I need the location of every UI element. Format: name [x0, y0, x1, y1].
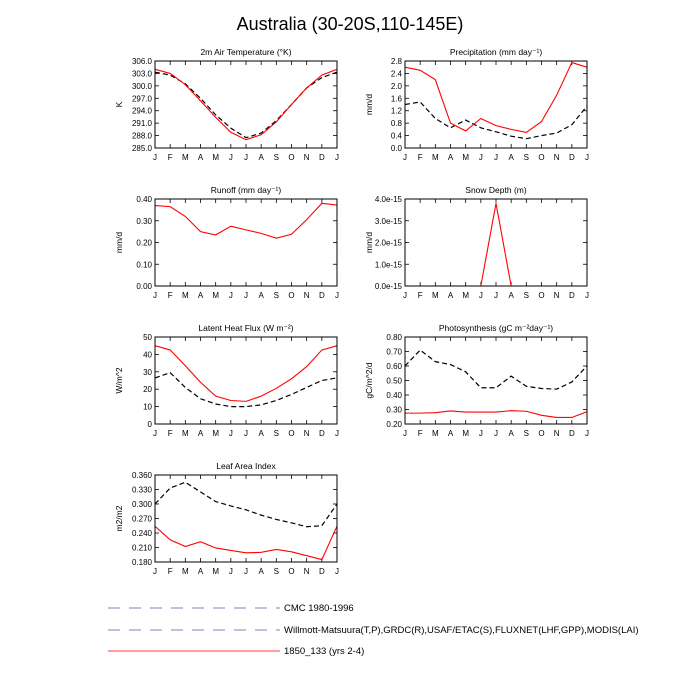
- panel-4: [364, 185, 589, 300]
- y-tick-label: 0.300: [131, 500, 152, 509]
- x-tick-label: F: [167, 153, 173, 162]
- plot-frame: [405, 61, 587, 148]
- y-tick-label: 306.0: [131, 57, 152, 66]
- x-tick-label: M: [462, 153, 470, 162]
- y-tick-label: 285.0: [131, 144, 152, 153]
- panel-title: Snow Depth (m): [465, 185, 527, 195]
- x-tick-label: M: [431, 153, 439, 162]
- x-tick-label: D: [568, 291, 575, 300]
- x-tick-label: A: [508, 153, 514, 162]
- x-tick-label: J: [403, 291, 407, 300]
- y-tick-label: 0.240: [131, 529, 152, 538]
- y-axis-label: K: [114, 101, 124, 108]
- x-tick-label: A: [258, 429, 264, 438]
- x-tick-label: N: [553, 153, 560, 162]
- x-tick-label: J: [244, 429, 248, 438]
- observed-series-line: [405, 350, 587, 389]
- x-tick-label: M: [212, 291, 220, 300]
- x-tick-label: J: [244, 567, 248, 576]
- y-tick-label: 0.330: [131, 485, 152, 495]
- y-tick-label: 2.4: [390, 69, 402, 79]
- x-tick-label: J: [585, 429, 589, 438]
- x-tick-label: N: [303, 153, 310, 162]
- x-tick-label: S: [523, 429, 530, 438]
- y-tick-label: 50: [143, 333, 152, 342]
- x-tick-label: M: [212, 567, 220, 576]
- plot-frame: [155, 475, 337, 562]
- y-tick-label: 0.4: [390, 131, 402, 141]
- y-tick-label: 2.8: [390, 57, 402, 66]
- x-tick-label: O: [538, 153, 545, 162]
- x-tick-label: J: [244, 291, 248, 300]
- y-tick-label: 0.20: [136, 238, 152, 248]
- y-tick-label: 294.0: [131, 106, 152, 116]
- x-tick-label: S: [523, 153, 530, 162]
- y-tick-label: 0.30: [136, 216, 152, 226]
- y-tick-label: 40: [143, 350, 152, 360]
- x-tick-label: M: [181, 567, 189, 576]
- model-series-line: [405, 203, 587, 286]
- x-tick-label: M: [462, 291, 470, 300]
- x-tick-label: A: [197, 291, 204, 300]
- y-tick-label: 297.0: [131, 94, 152, 104]
- y-tick-label: 1.0e-15: [374, 260, 402, 270]
- x-tick-label: D: [318, 429, 325, 438]
- y-tick-label: 0.20: [386, 420, 402, 429]
- y-tick-label: 1.6: [390, 94, 402, 104]
- x-tick-label: D: [318, 567, 325, 576]
- y-tick-label: 0.8: [390, 119, 402, 129]
- x-tick-label: M: [212, 153, 220, 162]
- x-tick-label: F: [167, 567, 173, 576]
- x-tick-label: D: [318, 291, 325, 300]
- y-tick-label: 3.0e-15: [374, 216, 402, 226]
- model-series-line: [405, 411, 587, 418]
- y-tick-label: 303.0: [131, 69, 152, 79]
- x-tick-label: O: [288, 153, 295, 162]
- panel-6: [364, 323, 589, 438]
- observed-series-line: [405, 102, 587, 139]
- x-tick-label: M: [181, 153, 189, 162]
- x-tick-label: A: [197, 429, 204, 438]
- x-tick-label: A: [197, 153, 204, 162]
- x-tick-label: S: [273, 429, 280, 438]
- y-tick-label: 0.210: [131, 543, 152, 553]
- x-tick-label: A: [197, 567, 204, 576]
- y-tick-label: 20: [143, 385, 152, 395]
- y-tick-label: 1.2: [390, 106, 402, 116]
- y-tick-label: 30: [143, 367, 152, 377]
- x-tick-label: D: [568, 153, 575, 162]
- panel-title: Latent Heat Flux (W m⁻²): [198, 323, 294, 333]
- model-series-line: [155, 69, 337, 139]
- y-tick-label: 0.180: [131, 558, 152, 567]
- panel-2: [364, 47, 589, 162]
- y-tick-label: 0: [147, 420, 152, 429]
- x-tick-label: A: [258, 567, 264, 576]
- x-tick-label: F: [417, 153, 423, 162]
- panel-title: Leaf Area Index: [216, 461, 276, 471]
- x-tick-label: J: [403, 153, 407, 162]
- x-tick-label: A: [258, 153, 264, 162]
- legend-label: 1850_133 (yrs 2-4): [284, 646, 365, 657]
- x-tick-label: J: [494, 429, 498, 438]
- y-tick-label: 291.0: [131, 119, 152, 129]
- x-tick-label: J: [494, 153, 498, 162]
- figure-title: Australia (30-20S,110-145E): [236, 14, 464, 34]
- x-tick-label: J: [494, 291, 498, 300]
- x-tick-label: J: [228, 153, 233, 162]
- x-tick-label: O: [538, 291, 545, 300]
- y-tick-label: 0.360: [131, 471, 152, 480]
- x-tick-label: J: [585, 291, 589, 300]
- x-tick-label: O: [288, 567, 295, 576]
- x-tick-label: S: [273, 153, 280, 162]
- y-axis-label: mm/d: [364, 231, 374, 254]
- panel-7: [114, 461, 339, 576]
- legend-label: CMC 1980-1996: [284, 603, 354, 614]
- panel-title: Precipitation (mm day⁻¹): [449, 47, 543, 57]
- y-tick-label: 0.40: [386, 391, 402, 400]
- panel-1: [114, 47, 339, 162]
- y-tick-label: 2.0e-15: [374, 238, 402, 248]
- x-tick-label: S: [523, 291, 530, 300]
- x-tick-label: M: [462, 429, 470, 438]
- x-tick-label: J: [335, 567, 339, 576]
- y-axis-label: W/m^2: [114, 367, 124, 394]
- x-tick-label: N: [303, 567, 310, 576]
- plot-frame: [405, 199, 587, 286]
- x-tick-label: S: [273, 291, 280, 300]
- x-tick-label: M: [181, 429, 189, 438]
- y-tick-label: 0.0: [390, 144, 402, 153]
- panel-title: Runoff (mm day⁻¹): [210, 185, 282, 195]
- x-tick-label: M: [431, 429, 439, 438]
- x-tick-label: J: [228, 291, 233, 300]
- x-tick-label: J: [335, 153, 339, 162]
- x-tick-label: O: [538, 429, 545, 438]
- x-tick-label: J: [335, 291, 339, 300]
- y-tick-label: 0.10: [136, 260, 152, 270]
- x-tick-label: M: [181, 291, 189, 300]
- y-tick-label: 10: [143, 402, 152, 412]
- y-axis-label: gC/m^2/d: [364, 362, 374, 399]
- x-tick-label: J: [478, 153, 483, 162]
- x-tick-label: J: [478, 429, 483, 438]
- legend: [108, 603, 639, 657]
- x-tick-label: F: [167, 291, 173, 300]
- model-series-line: [155, 203, 337, 238]
- observed-series-line: [155, 482, 337, 526]
- x-tick-label: J: [228, 567, 233, 576]
- x-tick-label: J: [153, 429, 157, 438]
- y-tick-label: 0.270: [131, 514, 152, 524]
- x-tick-label: A: [508, 429, 514, 438]
- y-tick-label: 0.40: [136, 195, 152, 204]
- y-tick-label: 0.60: [386, 362, 402, 371]
- x-tick-label: J: [244, 153, 248, 162]
- model-series-line: [155, 346, 337, 402]
- x-tick-label: S: [273, 567, 280, 576]
- panel-title: 2m Air Temperature (°K): [200, 47, 292, 57]
- y-tick-label: 0.80: [386, 333, 402, 342]
- x-tick-label: F: [167, 429, 173, 438]
- x-tick-label: J: [478, 291, 483, 300]
- x-tick-label: J: [585, 153, 589, 162]
- x-tick-label: N: [303, 429, 310, 438]
- x-tick-label: N: [553, 291, 560, 300]
- y-tick-label: 0.0e-15: [374, 282, 402, 291]
- y-axis-label: mm/d: [364, 93, 374, 116]
- x-tick-label: J: [153, 567, 157, 576]
- y-tick-label: 288.0: [131, 131, 152, 141]
- x-tick-label: O: [288, 429, 295, 438]
- plot-frame: [155, 199, 337, 286]
- model-series-line: [155, 526, 337, 559]
- model-series-line: [405, 63, 587, 133]
- x-tick-label: M: [212, 429, 220, 438]
- x-tick-label: A: [447, 429, 454, 438]
- y-tick-label: 0.30: [386, 405, 402, 415]
- plot-frame: [155, 61, 337, 148]
- x-tick-label: O: [288, 291, 295, 300]
- panel-5: [114, 323, 339, 438]
- y-tick-label: 2.0: [390, 81, 402, 91]
- x-tick-label: N: [553, 429, 560, 438]
- y-tick-label: 300.0: [131, 81, 152, 91]
- x-tick-label: M: [431, 291, 439, 300]
- x-tick-label: A: [508, 291, 514, 300]
- x-tick-label: A: [258, 291, 264, 300]
- x-tick-label: J: [153, 291, 157, 300]
- panel-3: [114, 185, 339, 300]
- plot-frame: [155, 337, 337, 424]
- x-tick-label: J: [403, 429, 407, 438]
- y-axis-label: mm/d: [114, 231, 124, 254]
- x-tick-label: F: [417, 291, 423, 300]
- y-tick-label: 0.00: [136, 282, 152, 291]
- y-axis-label: m2/m2: [114, 505, 124, 532]
- x-tick-label: J: [335, 429, 339, 438]
- plot-frame: [405, 337, 587, 424]
- x-tick-label: N: [303, 291, 310, 300]
- x-tick-label: D: [318, 153, 325, 162]
- x-tick-label: A: [447, 153, 454, 162]
- y-tick-label: 4.0e-15: [374, 195, 402, 204]
- y-tick-label: 0.70: [386, 347, 402, 357]
- y-tick-label: 0.50: [386, 376, 402, 386]
- panel-title: Photosynthesis (gC m⁻²day⁻¹): [438, 323, 554, 333]
- legend-label: Willmott-Matsuura(T,P),GRDC(R),USAF/ETAC(S),FLUXNET(LHF,GPP),MODIS(LAI): [284, 625, 639, 636]
- x-tick-label: J: [228, 429, 233, 438]
- x-tick-label: J: [153, 153, 157, 162]
- x-tick-label: A: [447, 291, 454, 300]
- x-tick-label: F: [417, 429, 423, 438]
- x-tick-label: D: [568, 429, 575, 438]
- panels: [114, 47, 589, 576]
